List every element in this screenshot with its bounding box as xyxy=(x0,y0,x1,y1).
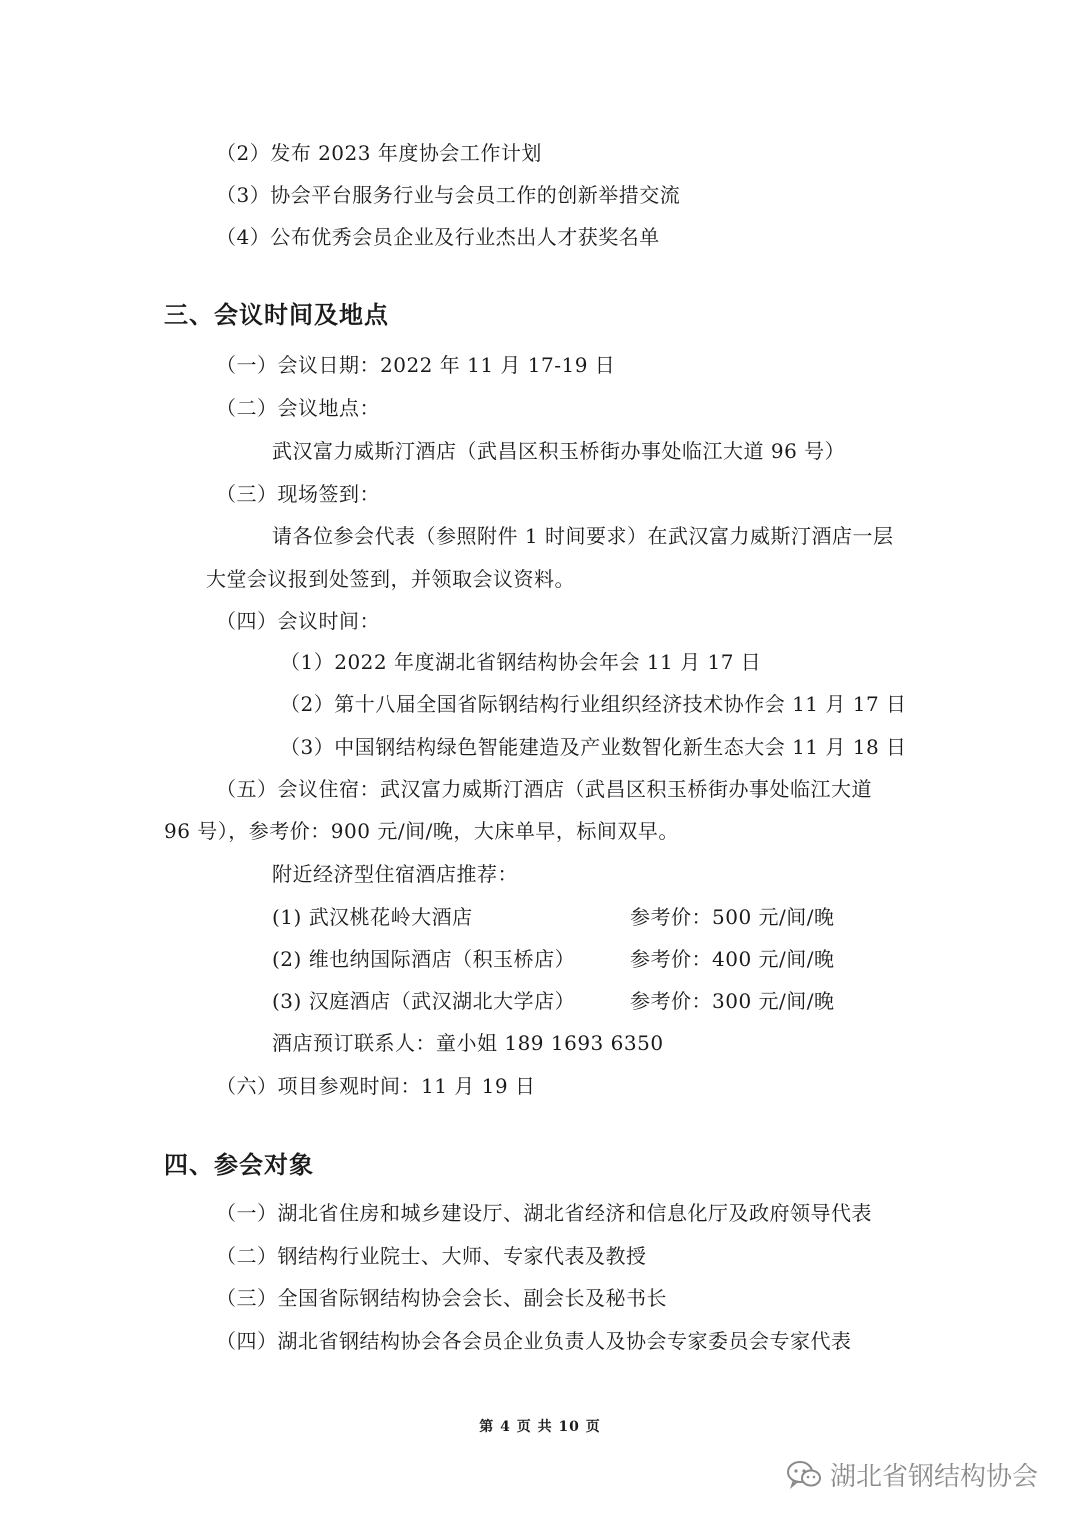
hotel-row xyxy=(272,987,872,1015)
section2-item-2: （2）发布 2023 年度协会工作计划 xyxy=(216,141,542,165)
wechat-icon xyxy=(786,1460,822,1490)
watermark-text: 湖北省钢结构协会 xyxy=(830,1462,1039,1492)
hotel-booking-contact: 酒店预订联系人：童小姐 189 1693 6350 xyxy=(272,1031,664,1055)
hotel-row xyxy=(272,903,872,931)
venue-label: （二）会议地点： xyxy=(216,396,380,420)
hotel-name: (2) 维也纳国际酒店（积玉桥店） xyxy=(272,947,576,971)
hotel-price: 参考价：300 元/间/晚 xyxy=(630,989,835,1013)
meeting-time-label: （四）会议时间： xyxy=(216,609,380,633)
checkin-instructions-line2: 大堂会议报到处签到，并领取会议资料。 xyxy=(206,567,575,591)
schedule-item-1: （1）2022 年度湖北省钢结构协会年会 11 月 17 日 xyxy=(280,650,762,674)
project-visit-time: （六）项目参观时间：11 月 19 日 xyxy=(216,1074,536,1098)
schedule-item-3: （3）中国钢结构绿色智能建造及产业数智化新生态大会 11 月 18 日 xyxy=(280,735,907,759)
hotel-name: (1) 武汉桃花岭大酒店 xyxy=(272,905,473,929)
venue-address: 武汉富力威斯汀酒店（武昌区积玉桥街办事处临江大道 96 号） xyxy=(272,439,846,463)
checkin-instructions-line1: 请各位参会代表（参照附件 1 时间要求）在武汉富力威斯汀酒店一层 xyxy=(272,524,894,548)
attendee-item-2: （二）钢结构行业院士、大师、专家代表及教授 xyxy=(216,1244,647,1268)
lodging-line2: 96 号），参考价：900 元/间/晚，大床单早，标间双早。 xyxy=(164,819,679,843)
hotel-name: (3) 汉庭酒店（武汉湖北大学店） xyxy=(272,989,576,1013)
schedule-item-2: （2）第十八届全国省际钢结构行业组织经济技术协作会 11 月 17 日 xyxy=(280,692,907,716)
watermark xyxy=(786,1456,1038,1493)
hotel-price: 参考价：500 元/间/晚 xyxy=(630,905,835,929)
page-indicator: 第 4 页 共 10 页 xyxy=(479,1419,601,1435)
section3-heading: 三、会议时间及地点 xyxy=(164,301,389,329)
attendee-item-1: （一）湖北省住房和城乡建设厅、湖北省经济和信息化厅及政府领导代表 xyxy=(216,1201,872,1225)
hotel-price: 参考价：400 元/间/晚 xyxy=(630,947,835,971)
meeting-date: （一）会议日期：2022 年 11 月 17-19 日 xyxy=(216,353,616,377)
attendee-item-4: （四）湖北省钢结构协会各会员企业负责人及协会专家委员会专家代表 xyxy=(216,1329,852,1353)
checkin-label: （三）现场签到： xyxy=(216,482,380,506)
attendee-item-3: （三）全国省际钢结构协会会长、副会长及秘书长 xyxy=(216,1286,667,1310)
nearby-hotels-label: 附近经济型住宿酒店推荐： xyxy=(272,862,518,886)
lodging-line1: （五）会议住宿：武汉富力威斯汀酒店（武昌区积玉桥街办事处临江大道 xyxy=(216,777,872,801)
section2-item-3: （3）协会平台服务行业与会员工作的创新举措交流 xyxy=(216,183,681,207)
section2-item-4: （4）公布优秀会员企业及行业杰出人才获奖名单 xyxy=(216,225,660,249)
hotel-row xyxy=(272,945,872,973)
section4-heading: 四、参会对象 xyxy=(164,1151,314,1179)
